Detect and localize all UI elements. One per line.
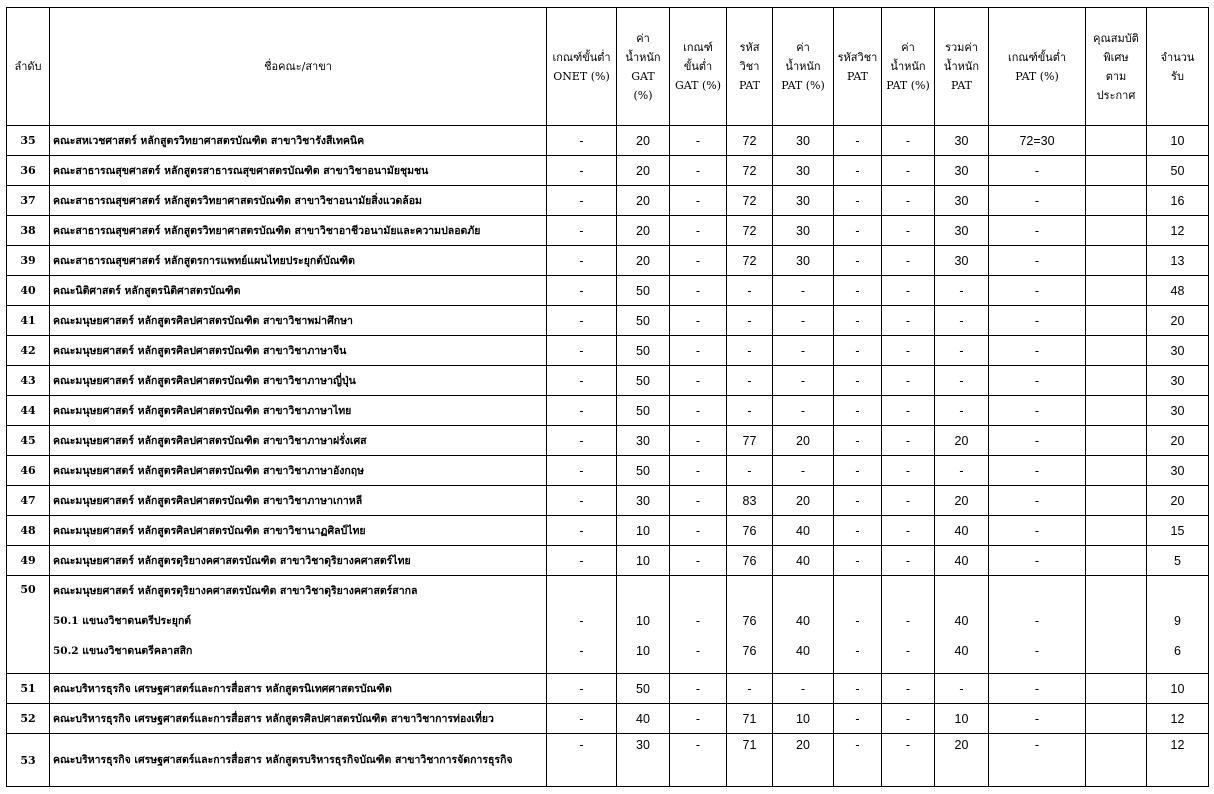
- special-cell: [1086, 126, 1147, 156]
- program-name: [50, 576, 547, 674]
- pat-code2-cell: -: [834, 674, 882, 704]
- pat-code-cell: 76: [727, 546, 773, 576]
- pat-min-cell: -: [989, 426, 1086, 456]
- program-name: คณะมนุษยศาสตร์ หลักสูตรศิลปศาสตรบัณฑิต สาขาวิชานาฏศิลป์ไทย: [50, 516, 547, 546]
- pat-total-cell: 30: [935, 186, 989, 216]
- pat-weight-cell: -: [773, 336, 834, 366]
- program-name: คณะมนุษยศาสตร์ หลักสูตรดุริยางคศาสตรบัณฑิต สาขาวิชาดุริยางคศาสตร์ไทย: [50, 546, 547, 576]
- gat-weight-cell: 20: [617, 216, 670, 246]
- special-cell: [1086, 276, 1147, 306]
- pat-total-cell: 40 40: [935, 576, 989, 674]
- onet-min-cell: -: [547, 246, 617, 276]
- table-row: [7, 276, 1209, 306]
- header-cell: รวมค่า น้ำหนัก PAT: [935, 8, 989, 126]
- pat-code2-cell: -: [834, 186, 882, 216]
- pat-code2-cell: -: [834, 734, 882, 787]
- table-row: [7, 366, 1209, 396]
- pat-total-cell: 30: [935, 246, 989, 276]
- table-row: [7, 336, 1209, 366]
- onet-min-cell: -: [547, 366, 617, 396]
- pat-total-cell: -: [935, 306, 989, 336]
- quota-cell: 20: [1147, 306, 1209, 336]
- program-name: คณะสหเวชศาสตร์ หลักสูตรวิทยาศาสตรบัณฑิต สาขาวิชารังสีเทคนิค: [50, 126, 547, 156]
- quota-cell: 20: [1147, 486, 1209, 516]
- gat-weight-cell: 40: [617, 704, 670, 734]
- special-cell: [1086, 306, 1147, 336]
- onet-min-cell: -: [547, 276, 617, 306]
- gat-min-cell: -: [670, 306, 727, 336]
- table-row: [7, 674, 1209, 704]
- pat-code-cell: 72: [727, 216, 773, 246]
- pat-min-cell: -: [989, 156, 1086, 186]
- gat-min-cell: -: [670, 734, 727, 787]
- gat-min-cell: -: [670, 186, 727, 216]
- pat-min-cell: -: [989, 366, 1086, 396]
- pat-min-cell: 72=30: [989, 126, 1086, 156]
- pat-total-cell: 10: [935, 704, 989, 734]
- header-cell: เกณฑ์ขั้นต่ำ PAT (%): [989, 8, 1086, 126]
- program-name: คณะสาธารณสุขศาสตร์ หลักสูตรวิทยาศาสตรบัณฑิต สาขาวิชาอนามัยสิ่งแวดล้อม: [50, 186, 547, 216]
- gat-weight-cell: 50: [617, 396, 670, 426]
- table-row: [7, 156, 1209, 186]
- pat-weight-cell: -: [773, 456, 834, 486]
- special-cell: [1086, 186, 1147, 216]
- pat-weight2-cell: -: [882, 426, 935, 456]
- pat-code2-cell: - -: [834, 576, 882, 674]
- pat-weight-cell: -: [773, 366, 834, 396]
- pat-weight-cell: -: [773, 674, 834, 704]
- special-cell: [1086, 674, 1147, 704]
- quota-cell: 10: [1147, 126, 1209, 156]
- onet-min-cell: -: [547, 546, 617, 576]
- pat-min-cell: -: [989, 546, 1086, 576]
- pat-total-cell: 30: [935, 126, 989, 156]
- table-row: [7, 126, 1209, 156]
- quota-cell: 12: [1147, 734, 1209, 787]
- onet-min-cell: -: [547, 306, 617, 336]
- pat-weight-cell: -: [773, 306, 834, 336]
- gat-weight-cell: 30: [617, 426, 670, 456]
- program-sub-name: 50.1 แขนงวิชาดนตรีประยุกต์: [53, 615, 192, 627]
- quota-cell: 5: [1147, 546, 1209, 576]
- pat-min-cell: -: [989, 734, 1086, 787]
- gat-min-cell: -: [670, 366, 727, 396]
- pat-min-cell: -: [989, 456, 1086, 486]
- onet-min-cell: - -: [547, 576, 617, 674]
- special-cell: [1086, 456, 1147, 486]
- pat-code-cell: 72: [727, 126, 773, 156]
- pat-code2-cell: -: [834, 396, 882, 426]
- row-number: 36: [7, 156, 50, 186]
- gat-min-cell: -: [670, 396, 727, 426]
- gat-weight-cell: 50: [617, 336, 670, 366]
- gat-weight-cell: 20: [617, 126, 670, 156]
- pat-code-cell: 71: [727, 734, 773, 787]
- program-name: คณะมนุษยศาสตร์ หลักสูตรศิลปศาสตรบัณฑิต สาขาวิชาภาษาจีน: [50, 336, 547, 366]
- pat-code-cell: -: [727, 336, 773, 366]
- gat-min-cell: -: [670, 216, 727, 246]
- pat-weight-cell: 20: [773, 486, 834, 516]
- pat-weight2-cell: - -: [882, 576, 935, 674]
- special-cell: [1086, 246, 1147, 276]
- pat-min-cell: -: [989, 306, 1086, 336]
- gat-min-cell: -: [670, 546, 727, 576]
- onet-min-cell: -: [547, 426, 617, 456]
- header-cell: จำนวน รับ: [1147, 8, 1209, 126]
- pat-min-cell: -: [989, 704, 1086, 734]
- header-cell: ค่า น้ำหนัก PAT (%): [773, 8, 834, 126]
- gat-min-cell: -: [670, 156, 727, 186]
- pat-weight2-cell: -: [882, 546, 935, 576]
- gat-weight-cell: 10: [617, 546, 670, 576]
- pat-total-cell: -: [935, 366, 989, 396]
- onet-min-cell: -: [547, 126, 617, 156]
- pat-weight2-cell: -: [882, 456, 935, 486]
- header-cell: ชื่อคณะ/สาขา: [50, 8, 547, 126]
- quota-cell: 20: [1147, 426, 1209, 456]
- quota-cell: 12: [1147, 704, 1209, 734]
- header-cell: ค่า น้ำหนัก GAT (%): [617, 8, 670, 126]
- onet-min-cell: -: [547, 516, 617, 546]
- table-row: [7, 546, 1209, 576]
- pat-code-cell: -: [727, 396, 773, 426]
- table-row: [7, 216, 1209, 246]
- pat-weight2-cell: -: [882, 486, 935, 516]
- pat-weight-cell: 20: [773, 734, 834, 787]
- row-number: 50: [7, 576, 50, 674]
- table-row: [7, 576, 1209, 674]
- pat-total-cell: 40: [935, 516, 989, 546]
- table-row: [7, 396, 1209, 426]
- pat-total-cell: 20: [935, 426, 989, 456]
- table-row: [7, 486, 1209, 516]
- gat-weight-cell: 50: [617, 456, 670, 486]
- pat-code-cell: -: [727, 674, 773, 704]
- onet-min-cell: -: [547, 704, 617, 734]
- pat-weight2-cell: -: [882, 216, 935, 246]
- gat-weight-cell: 50: [617, 366, 670, 396]
- pat-code2-cell: -: [834, 366, 882, 396]
- gat-weight-cell: 30: [617, 486, 670, 516]
- pat-weight2-cell: -: [882, 674, 935, 704]
- gat-min-cell: -: [670, 246, 727, 276]
- pat-code2-cell: -: [834, 546, 882, 576]
- pat-code-cell: -: [727, 366, 773, 396]
- onet-min-cell: -: [547, 396, 617, 426]
- row-number: 41: [7, 306, 50, 336]
- pat-code-cell: 83: [727, 486, 773, 516]
- pat-code2-cell: -: [834, 156, 882, 186]
- table-row: [7, 704, 1209, 734]
- pat-min-cell: -: [989, 674, 1086, 704]
- program-name: คณะมนุษยศาสตร์ หลักสูตรศิลปศาสตรบัณฑิต สาขาวิชาภาษาญี่ปุ่น: [50, 366, 547, 396]
- special-cell: [1086, 704, 1147, 734]
- special-cell: [1086, 734, 1147, 787]
- gat-min-cell: -: [670, 516, 727, 546]
- program-name: คณะมนุษยศาสตร์ หลักสูตรศิลปศาสตรบัณฑิต สาขาวิชาภาษาเกาหลี: [50, 486, 547, 516]
- gat-min-cell: -: [670, 336, 727, 366]
- admission-criteria-table: [6, 7, 1209, 787]
- row-number: 40: [7, 276, 50, 306]
- row-number: 46: [7, 456, 50, 486]
- pat-code2-cell: -: [834, 246, 882, 276]
- header-cell: รหัสวิชา PAT: [834, 8, 882, 126]
- pat-total-cell: 30: [935, 156, 989, 186]
- gat-min-cell: - -: [670, 576, 727, 674]
- quota-cell: 12: [1147, 216, 1209, 246]
- row-number: 52: [7, 704, 50, 734]
- onet-min-cell: -: [547, 674, 617, 704]
- gat-min-cell: -: [670, 276, 727, 306]
- onet-min-cell: -: [547, 486, 617, 516]
- table-row: [7, 246, 1209, 276]
- pat-weight-cell: 10: [773, 704, 834, 734]
- pat-total-cell: -: [935, 336, 989, 366]
- pat-weight-cell: 20: [773, 426, 834, 456]
- quota-cell: 9 6: [1147, 576, 1209, 674]
- program-name: คณะมนุษยศาสตร์ หลักสูตรศิลปศาสตรบัณฑิต สาขาวิชาภาษาฝรั่งเศส: [50, 426, 547, 456]
- row-number: 44: [7, 396, 50, 426]
- pat-total-cell: 20: [935, 734, 989, 787]
- program-name: คณะสาธารณสุขศาสตร์ หลักสูตรวิทยาศาสตรบัณฑิต สาขาวิชาอาชีวอนามัยและความปลอดภัย: [50, 216, 547, 246]
- quota-cell: 16: [1147, 186, 1209, 216]
- onet-min-cell: -: [547, 156, 617, 186]
- pat-code-cell: 72: [727, 186, 773, 216]
- row-number: 53: [7, 734, 50, 787]
- pat-code2-cell: -: [834, 336, 882, 366]
- pat-total-cell: 20: [935, 486, 989, 516]
- quota-cell: 30: [1147, 366, 1209, 396]
- pat-code-cell: -: [727, 306, 773, 336]
- row-number: 49: [7, 546, 50, 576]
- pat-code-cell: -: [727, 456, 773, 486]
- pat-weight2-cell: -: [882, 276, 935, 306]
- program-name: คณะสาธารณสุขศาสตร์ หลักสูตรสาธารณสุขศาสตรบัณฑิต สาขาวิชาอนามัยชุมชน: [50, 156, 547, 186]
- pat-weight2-cell: -: [882, 516, 935, 546]
- gat-weight-cell: 50: [617, 674, 670, 704]
- pat-total-cell: -: [935, 396, 989, 426]
- row-number: 48: [7, 516, 50, 546]
- pat-code-cell: 76 76: [727, 576, 773, 674]
- header-cell: คุณสมบัติ พิเศษ ตาม ประกาศ: [1086, 8, 1147, 126]
- pat-weight-cell: 30: [773, 156, 834, 186]
- onet-min-cell: -: [547, 216, 617, 246]
- pat-code2-cell: -: [834, 704, 882, 734]
- pat-weight2-cell: -: [882, 156, 935, 186]
- pat-min-cell: -: [989, 516, 1086, 546]
- table-row: [7, 306, 1209, 336]
- table-row: [7, 186, 1209, 216]
- header-cell: ค่า น้ำหนัก PAT (%): [882, 8, 935, 126]
- pat-weight-cell: 40 40: [773, 576, 834, 674]
- table-row: [7, 456, 1209, 486]
- pat-weight-cell: 30: [773, 216, 834, 246]
- pat-weight-cell: 30: [773, 126, 834, 156]
- header-row: [7, 8, 1209, 126]
- special-cell: [1086, 216, 1147, 246]
- pat-total-cell: -: [935, 276, 989, 306]
- program-name: คณะสาธารณสุขศาสตร์ หลักสูตรการแพทย์แผนไทยประยุกต์บัณฑิต: [50, 246, 547, 276]
- row-number: 51: [7, 674, 50, 704]
- pat-total-cell: 30: [935, 216, 989, 246]
- gat-weight-cell: 20: [617, 156, 670, 186]
- gat-min-cell: -: [670, 674, 727, 704]
- pat-min-cell: -: [989, 486, 1086, 516]
- gat-weight-cell: 50: [617, 306, 670, 336]
- gat-min-cell: -: [670, 426, 727, 456]
- program-name: คณะมนุษยศาสตร์ หลักสูตรศิลปศาสตรบัณฑิต สาขาวิชาภาษาอังกฤษ: [50, 456, 547, 486]
- quota-cell: 10: [1147, 674, 1209, 704]
- pat-weight-cell: 30: [773, 186, 834, 216]
- onet-min-cell: -: [547, 186, 617, 216]
- pat-weight2-cell: -: [882, 306, 935, 336]
- quota-cell: 30: [1147, 396, 1209, 426]
- pat-code-cell: 72: [727, 246, 773, 276]
- special-cell: [1086, 516, 1147, 546]
- pat-code-cell: -: [727, 276, 773, 306]
- special-cell: [1086, 486, 1147, 516]
- pat-code2-cell: -: [834, 486, 882, 516]
- gat-weight-cell: 30: [617, 734, 670, 787]
- quota-cell: 30: [1147, 336, 1209, 366]
- row-number: 35: [7, 126, 50, 156]
- pat-total-cell: 40: [935, 546, 989, 576]
- program-sub-name: 50.2 แขนงวิชาดนตรีคลาสสิก: [53, 645, 193, 657]
- program-name: คณะบริหารธุรกิจ เศรษฐศาสตร์และการสื่อสาร หลักสูตรนิเทศศาสตรบัณฑิต: [50, 674, 547, 704]
- pat-weight2-cell: -: [882, 246, 935, 276]
- quota-cell: 15: [1147, 516, 1209, 546]
- special-cell: [1086, 546, 1147, 576]
- table-row: [7, 516, 1209, 546]
- pat-weight-cell: -: [773, 276, 834, 306]
- pat-weight2-cell: -: [882, 396, 935, 426]
- pat-code2-cell: -: [834, 426, 882, 456]
- onet-min-cell: -: [547, 734, 617, 787]
- gat-min-cell: -: [670, 704, 727, 734]
- table-row: [7, 734, 1209, 787]
- special-cell: [1086, 426, 1147, 456]
- quota-cell: 30: [1147, 456, 1209, 486]
- special-cell: [1086, 396, 1147, 426]
- gat-min-cell: -: [670, 456, 727, 486]
- gat-min-cell: -: [670, 486, 727, 516]
- pat-min-cell: -: [989, 186, 1086, 216]
- program-name: คณะมนุษยศาสตร์ หลักสูตรศิลปศาสตรบัณฑิต สาขาวิชาพม่าศึกษา: [50, 306, 547, 336]
- gat-weight-cell: 10 10: [617, 576, 670, 674]
- pat-weight2-cell: -: [882, 186, 935, 216]
- pat-code2-cell: -: [834, 456, 882, 486]
- row-number: 37: [7, 186, 50, 216]
- program-name-main: คณะมนุษยศาสตร์ หลักสูตรดุริยางคศาสตรบัณฑิต สาขาวิชาดุริยางคศาสตร์สากล: [53, 585, 418, 597]
- pat-weight2-cell: -: [882, 336, 935, 366]
- gat-weight-cell: 10: [617, 516, 670, 546]
- pat-weight2-cell: -: [882, 126, 935, 156]
- pat-code-cell: 71: [727, 704, 773, 734]
- header-cell: รหัสวิชา PAT: [727, 8, 773, 126]
- special-cell: [1086, 366, 1147, 396]
- header-cell: เกณฑ์ ขั้นต่ำ GAT (%): [670, 8, 727, 126]
- gat-weight-cell: 50: [617, 276, 670, 306]
- row-number: 38: [7, 216, 50, 246]
- onet-min-cell: -: [547, 456, 617, 486]
- gat-weight-cell: 20: [617, 186, 670, 216]
- pat-code2-cell: -: [834, 216, 882, 246]
- pat-code-cell: 77: [727, 426, 773, 456]
- pat-code2-cell: -: [834, 516, 882, 546]
- special-cell: [1086, 576, 1147, 674]
- pat-min-cell: - -: [989, 576, 1086, 674]
- quota-cell: 48: [1147, 276, 1209, 306]
- pat-code-cell: 72: [727, 156, 773, 186]
- program-name: คณะบริหารธุรกิจ เศรษฐศาสตร์และการสื่อสาร หลักสูตรศิลปศาสตรบัณฑิต สาขาวิชาการท่องเที่ยว: [50, 704, 547, 734]
- gat-weight-cell: 20: [617, 246, 670, 276]
- onet-min-cell: -: [547, 336, 617, 366]
- pat-total-cell: -: [935, 674, 989, 704]
- pat-code2-cell: -: [834, 306, 882, 336]
- pat-weight2-cell: -: [882, 734, 935, 787]
- pat-weight2-cell: -: [882, 366, 935, 396]
- row-number: 43: [7, 366, 50, 396]
- program-name: คณะบริหารธุรกิจ เศรษฐศาสตร์และการสื่อสาร หลักสูตรบริหารธุรกิจบัณฑิต สาขาวิชาการจัดการธุรกิจ: [50, 734, 547, 787]
- row-number: 39: [7, 246, 50, 276]
- special-cell: [1086, 156, 1147, 186]
- pat-weight-cell: 40: [773, 546, 834, 576]
- row-number: 45: [7, 426, 50, 456]
- pat-min-cell: -: [989, 276, 1086, 306]
- pat-code2-cell: -: [834, 126, 882, 156]
- pat-weight-cell: 30: [773, 246, 834, 276]
- header-cell: เกณฑ์ขั้นต่ำ ONET (%): [547, 8, 617, 126]
- gat-min-cell: -: [670, 126, 727, 156]
- pat-weight-cell: 40: [773, 516, 834, 546]
- row-number: 47: [7, 486, 50, 516]
- header-cell: ลำดับ: [7, 8, 50, 126]
- quota-cell: 50: [1147, 156, 1209, 186]
- pat-min-cell: -: [989, 216, 1086, 246]
- table-row: [7, 426, 1209, 456]
- pat-code2-cell: -: [834, 276, 882, 306]
- pat-code-cell: 76: [727, 516, 773, 546]
- pat-min-cell: -: [989, 246, 1086, 276]
- row-number: 42: [7, 336, 50, 366]
- pat-total-cell: -: [935, 456, 989, 486]
- program-name: คณะนิติศาสตร์ หลักสูตรนิติศาสตรบัณฑิต: [50, 276, 547, 306]
- pat-weight-cell: -: [773, 396, 834, 426]
- pat-min-cell: -: [989, 336, 1086, 366]
- special-cell: [1086, 336, 1147, 366]
- program-name: คณะมนุษยศาสตร์ หลักสูตรศิลปศาสตรบัณฑิต สาขาวิชาภาษาไทย: [50, 396, 547, 426]
- pat-min-cell: -: [989, 396, 1086, 426]
- pat-weight2-cell: -: [882, 704, 935, 734]
- quota-cell: 13: [1147, 246, 1209, 276]
